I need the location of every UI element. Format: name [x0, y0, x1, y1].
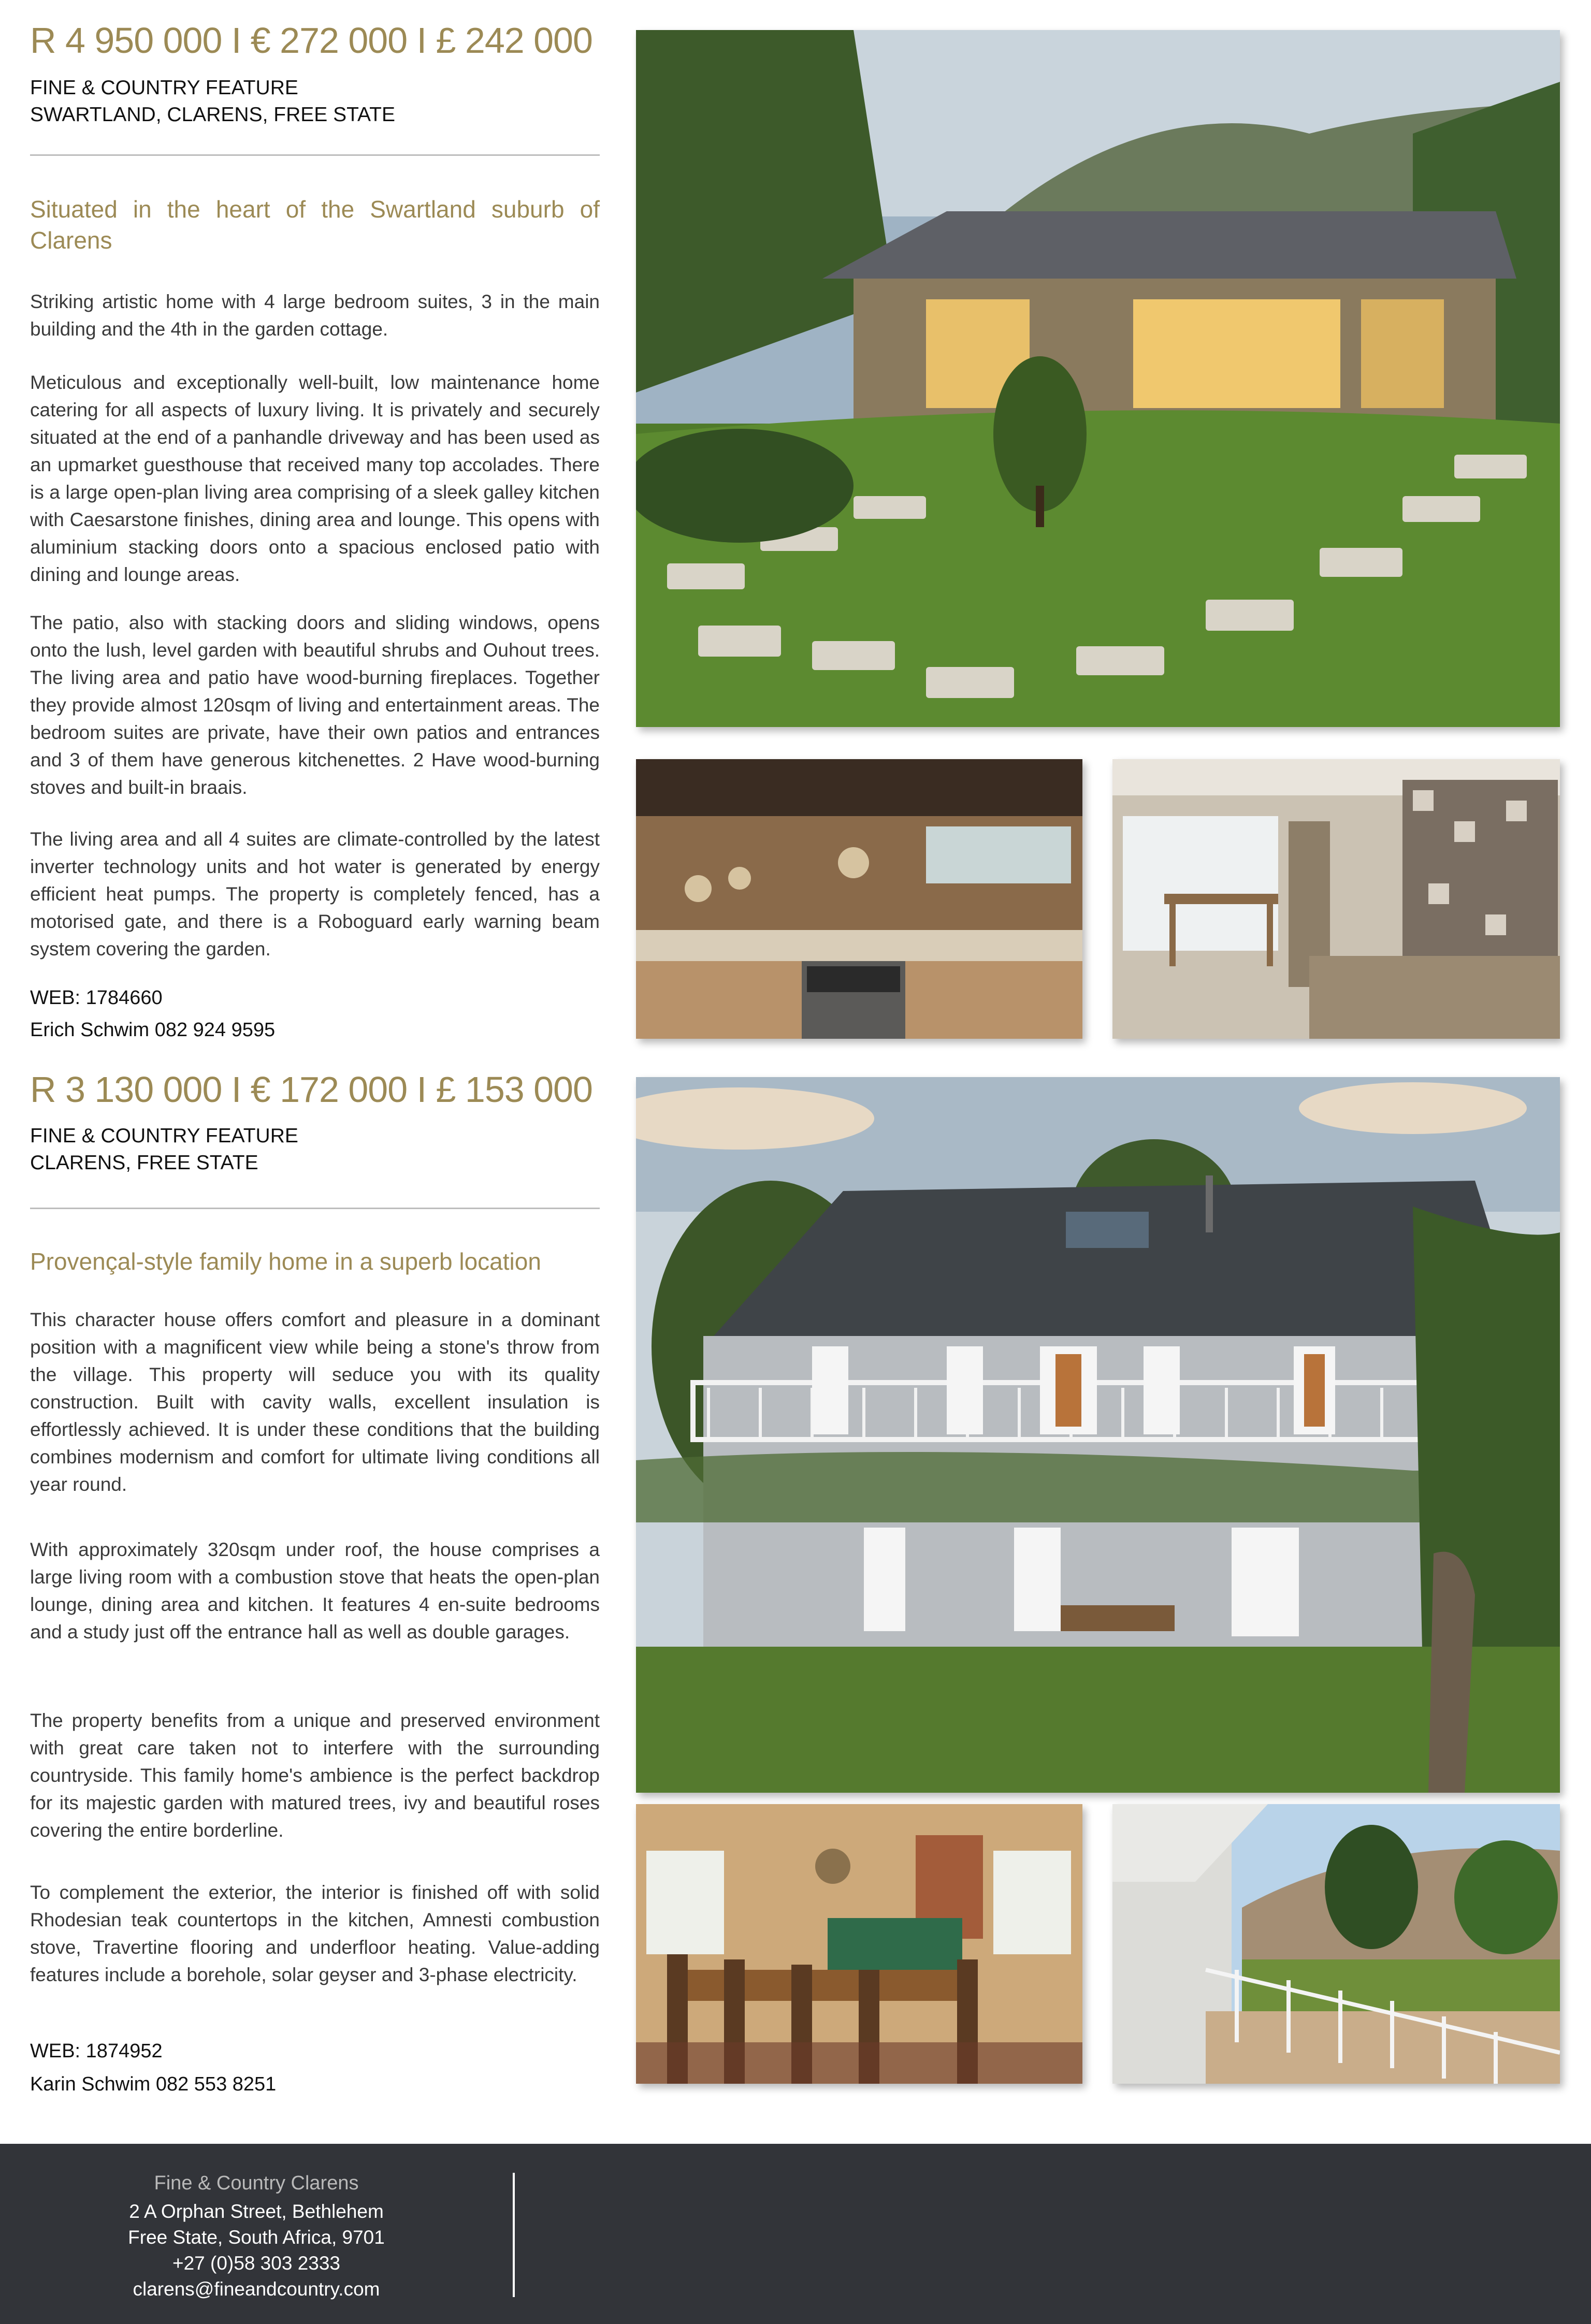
location-label: SWARTLAND, CLARENS, FREE STATE	[30, 104, 396, 126]
balcony-view-photo[interactable]	[1112, 1804, 1560, 2084]
kitchen-photo[interactable]	[636, 759, 1082, 1039]
dining-room-photo[interactable]	[636, 1804, 1082, 2084]
description-paragraph: To complement the exterior, the interior is finished off with solid Rhodesian teak countertops in the kitchen, Amnesti combustion stove, Travertine flooring and underfloor heating. Value-adding features include a borehole, solar geyser and 3-phase electricity.	[30, 1882, 600, 1985]
description-paragraph: Meticulous and exceptionally well-built, low maintenance home catering for all aspects of luxury living. It is privately and securely situated at the end of a panhandle driveway and has been used as an upmarket guesthouse that received many top accolades. There is a large open-plan living area comprising of a sleek galley kitchen with Caesarstone finishes, dining area and lounge. This opens with aluminium stacking doors onto a spacious enclosed patio with dining and lounge areas.	[30, 372, 600, 585]
description-paragraph: With approximately 320sqm under roof, the house comprises a large living room with a combustion stove that heats the open-plan lounge, dining area and kitchen. It features 4 en-suite bedrooms and a study just off the entrance hall as well as double garages.	[30, 1539, 600, 1643]
listing-clarens	[0, 1056, 1591, 2144]
office-contact-block	[62, 2168, 451, 2302]
feature-block	[30, 75, 395, 128]
office-footer	[0, 2144, 1591, 2324]
listing-swartland	[0, 0, 1591, 1056]
price-heading: R 3 130 000 I € 172 000 I £ 153 000	[30, 1069, 592, 1110]
web-reference: WEB: 1784660	[30, 987, 163, 1009]
listing-headline: Situated in the heart of the Swartland suburb of Clarens	[30, 196, 600, 254]
email-link[interactable]: clarens@fineandcountry.com	[133, 2278, 380, 2300]
description-paragraph: The property benefits from a unique and preserved environment with great care taken not to interfere with the surrounding countryside. This family home's ambience is the perfect backdrop for its majestic garden with matured trees, ivy and beautiful roses covering the entire borderline.	[30, 1710, 600, 1841]
location-label: CLARENS, FREE STATE	[30, 1152, 258, 1174]
section-divider	[30, 154, 600, 156]
footer-divider	[513, 2173, 515, 2297]
web-reference: WEB: 1874952	[30, 2040, 163, 2062]
main-exterior-photo[interactable]	[636, 1077, 1560, 1793]
listing-headline: Provençal-style family home in a superb location	[30, 1248, 541, 1275]
main-exterior-photo[interactable]	[636, 30, 1560, 727]
office-name: Fine & Country Clarens	[154, 2172, 359, 2194]
address-line: 2 A Orphan Street, Bethlehem	[129, 2201, 384, 2222]
address-line: Free State, South Africa, 9701	[128, 2227, 385, 2248]
agent-contact: Karin Schwim 082 553 8251	[30, 2073, 277, 2095]
feature-label: FINE & COUNTRY FEATURE	[30, 1125, 298, 1147]
phone-number[interactable]: +27 (0)58 303 2333	[172, 2253, 341, 2274]
description-paragraph: The living area and all 4 suites are climate-controlled by the latest inverter technology units and hot water is generated by energy efficient heat pumps. The property is completely fenced, has a motorised gate, and there is a Roboguard early warning beam system covering the garden.	[30, 829, 600, 960]
description-paragraph: The patio, also with stacking doors and sliding windows, opens onto the lush, level garden with beautiful shrubs and Ouhout trees. The living area and patio have wood-burning fireplaces. Together they provide almost 120sqm of living and entertainment areas. The bedroom suites are private, have their own patios and entrances and 3 of them have generous kitchenettes. 2 Have wood-burning stoves and built-in braais.	[30, 612, 600, 798]
feature-block	[30, 1123, 298, 1176]
description-paragraph: This character house offers comfort and pleasure in a dominant position with a magnificent view while being a stone's throw from the village. This property will seduce you with its quality construction. Built with cavity walls, excellent insulation is effortlessly achieved. It is under these conditions that the building combines modernism and comfort for ultimate living conditions all year round.	[30, 1309, 600, 1495]
feature-label: FINE & COUNTRY FEATURE	[30, 77, 298, 99]
price-heading: R 4 950 000 I € 272 000 I £ 242 000	[30, 20, 592, 61]
description-paragraph: Striking artistic home with 4 large bedroom suites, 3 in the main building and the 4th in the garden cottage.	[30, 291, 600, 340]
bedroom-photo[interactable]	[1112, 759, 1560, 1039]
agent-contact: Erich Schwim 082 924 9595	[30, 1019, 276, 1041]
section-divider	[30, 1208, 600, 1209]
